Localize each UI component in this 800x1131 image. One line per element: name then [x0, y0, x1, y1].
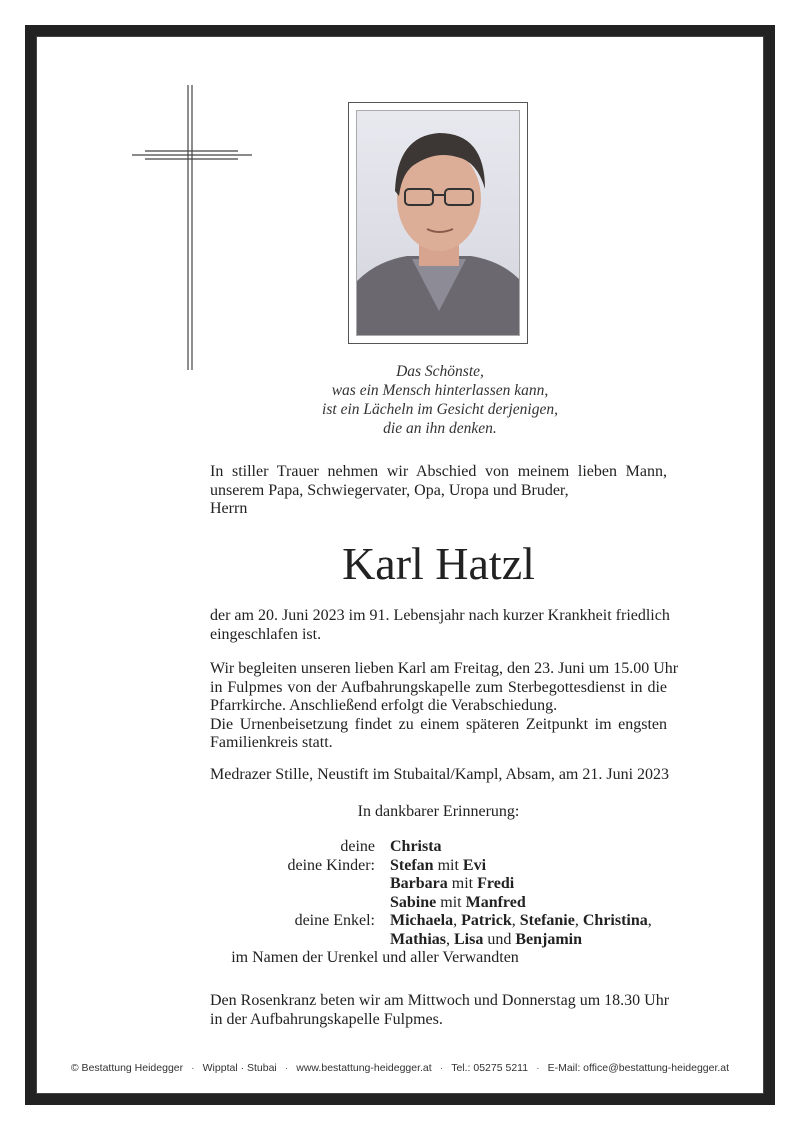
family-row-children	[200, 875, 680, 894]
deceased-name: Karl Hatzl	[342, 538, 535, 589]
intro-line: unserem Papa, Schwiegervater, Opa, Uropa und Bruder,	[210, 481, 569, 499]
footer-email-link[interactable]: E-Mail: office@bestattung-heidegger.at	[547, 1062, 730, 1074]
footer-region: Wipptal · Stubai	[202, 1062, 277, 1074]
ceremony-line: in Fulpmes von der Aufbahrungskapelle zum Sterbegottesdienst in die	[210, 678, 667, 696]
quote-line: ist ein Lächeln im Gesicht derjenigen,	[322, 401, 558, 418]
family-member: Patrick	[461, 912, 512, 929]
intro-text	[210, 463, 667, 519]
portrait-photo	[356, 110, 520, 336]
separator: ,	[647, 912, 652, 929]
footer-phone[interactable]: Tel.: 05275 5211	[451, 1062, 529, 1074]
family-row-wife	[200, 838, 680, 857]
memorial-quote	[260, 362, 620, 438]
place-date-line: Medrazer Stille, Neustift im Stubaital/Kampl, Absam, am 21. Juni 2023	[210, 766, 670, 783]
quote-line: was ein Mensch hinterlassen kann,	[331, 382, 549, 399]
death-info	[210, 607, 670, 644]
footer-separator: ·	[439, 1062, 444, 1074]
family-member: Benjamin	[515, 930, 583, 948]
joiner: mit	[451, 875, 474, 892]
separator: ,	[511, 912, 516, 929]
footer	[36, 1062, 764, 1074]
family-list	[200, 838, 680, 968]
family-row-closing	[200, 949, 680, 968]
cross-icon	[130, 85, 255, 370]
footer-company: © Bestattung Heidegger	[70, 1062, 184, 1074]
separator: ,	[453, 912, 458, 929]
family-label: deine Enkel:	[294, 912, 375, 929]
quote-line: Das Schönste,	[396, 363, 484, 380]
family-member: Stefanie	[519, 912, 575, 929]
footer-separator: ·	[536, 1062, 540, 1074]
ceremony-line: Pfarrkirche. Anschließend erfolgt die Verabschiedung.	[210, 697, 558, 714]
quote-line: die an ihn denken.	[383, 420, 497, 437]
family-member: Christina	[582, 912, 648, 929]
family-row-children	[200, 894, 680, 913]
family-member: Fredi	[477, 875, 515, 892]
family-member: Mathias	[390, 930, 446, 948]
remembrance-heading: In dankbarer Erinnerung:	[357, 803, 520, 820]
joiner: und	[487, 930, 512, 948]
family-member: Barbara	[390, 875, 448, 892]
death-info-line: eingeschlafen ist.	[210, 625, 322, 643]
family-member: Michaela	[390, 912, 454, 929]
family-member: Sabine	[390, 893, 437, 911]
family-member: Christa	[390, 838, 442, 855]
family-row-children	[200, 857, 680, 876]
family-label: deine Kinder:	[287, 856, 375, 874]
family-member: Evi	[462, 856, 487, 874]
family-row-grandchildren	[200, 931, 680, 950]
joiner: mit	[440, 893, 462, 911]
separator: ,	[574, 912, 579, 929]
footer-separator: ·	[191, 1062, 195, 1074]
family-closing: im Namen der Urenkel und aller Verwandten	[231, 949, 519, 966]
ceremony-line: Familienkreis statt.	[210, 734, 333, 751]
footer-separator: ·	[284, 1062, 289, 1074]
ceremony-line: Die Urnenbeisetzung findet zu einem späteren Zeitpunkt im engsten	[210, 715, 667, 733]
rosary-info	[210, 992, 670, 1029]
footer-website-link[interactable]: www.bestattung-heidegger.at	[296, 1062, 432, 1074]
ceremony-info	[210, 660, 679, 753]
family-member: Stefan	[390, 856, 434, 874]
ceremony-line: Wir begleiten unseren lieben Karl am Freitag, den 23. Juni um 15.00 Uhr	[210, 660, 679, 677]
intro-line: In stiller Trauer nehmen wir Abschied von meinem lieben Mann,	[210, 463, 667, 480]
separator: ,	[446, 930, 450, 948]
family-row-grandchildren	[200, 912, 680, 931]
portrait-frame	[348, 102, 528, 344]
death-info-line: der am 20. Juni 2023 im 91. Lebensjahr nach kurzer Krankheit friedlich	[210, 607, 670, 624]
family-label: deine	[340, 838, 375, 855]
family-member: Lisa	[454, 930, 484, 948]
family-member: Manfred	[465, 893, 526, 911]
rosary-line: in der Aufbahrungskapelle Fulpmes.	[210, 1010, 443, 1028]
joiner: mit	[437, 856, 459, 874]
rosary-line: Den Rosenkranz beten wir am Mittwoch und Donnerstag um 18.30 Uhr	[210, 992, 670, 1009]
place-date	[210, 766, 670, 785]
intro-line: Herrn	[210, 500, 248, 517]
